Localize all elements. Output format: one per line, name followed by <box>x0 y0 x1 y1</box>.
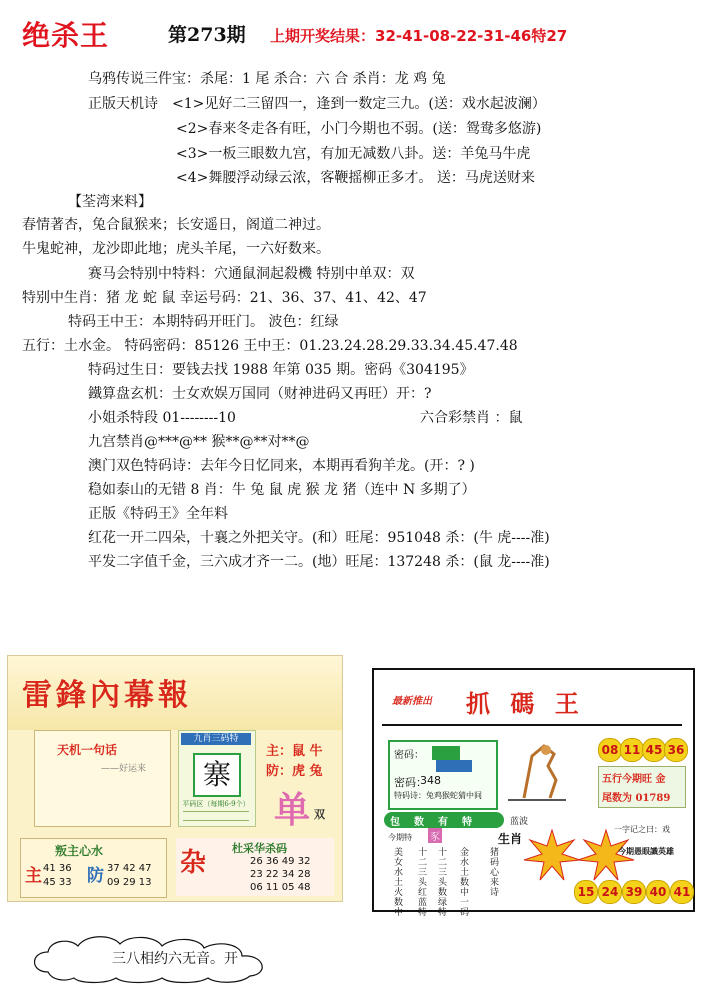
horse-icon <box>504 736 570 808</box>
dan-small: 双 <box>314 808 325 821</box>
tianji-title: 天机一句话 <box>57 743 118 757</box>
zhu-num-row-2: 45 33 <box>43 877 72 888</box>
pill-1: 包 <box>390 817 400 828</box>
line-tianjishi-4: <4>舞腰浮动绿云浓，客鞭摇柳正多才。 送：马虎送财来 <box>176 170 535 186</box>
sheng-vert: 猪码心来诗 <box>490 848 500 898</box>
line-tianjishi-2: <2>春来冬走各有旺，小门今期也不弱。(送：鸳鸯多悠游) <box>176 121 542 137</box>
bottom-ball-5: 41 <box>670 880 694 904</box>
line-temawang: 特码王中王：本期特码开旺门。 波色：红绿 <box>68 314 339 330</box>
jiuxiao-title: 九肖三码特 <box>181 733 251 745</box>
line-shengxiao: 特别中生肖：猪 龙 蛇 鼠 幸运号码：21、36、37、41、42、47 <box>22 290 427 306</box>
bottom-ball-4: 40 <box>646 880 670 904</box>
line-saimahui: 赛马会特别中特料：穴通鼠洞起殺機 特别中单双：双 <box>88 266 415 282</box>
wuxing-text: 五行今期旺 金 <box>602 774 666 785</box>
leifeng-panel <box>7 655 343 902</box>
burst-left <box>524 830 580 880</box>
line-zhengban: 正版《特码王》全年料 <box>88 506 228 522</box>
duca-title: 杜采华杀码 <box>232 842 287 855</box>
fang-num-row-1: 37 42 47 <box>107 863 152 874</box>
line-quanwan-heading: 【荃湾来料】 <box>68 194 152 210</box>
pill-extra: 蓝波 <box>510 817 529 827</box>
kill-row-2: 23 22 34 28 <box>250 869 311 880</box>
bottom-ball-1: 15 <box>574 880 598 904</box>
zhuamawang-panel <box>372 668 695 918</box>
red-char: 杂 <box>180 848 207 878</box>
line-shengri: 特码过生日：要钱去找 1988 年第 035 期。密码《304195》 <box>88 362 474 378</box>
starburst-icon <box>524 830 580 880</box>
sheng-label: 生肖 <box>498 832 523 846</box>
zhu-label: 主 <box>25 866 42 886</box>
bottom-ball-2: 24 <box>598 880 622 904</box>
jiuxiao-box <box>178 730 256 827</box>
fang-line: 防：虎 兔 <box>266 764 323 779</box>
pill-bar <box>384 812 504 828</box>
zmw-rule <box>382 724 682 726</box>
kill-row-1: 26 36 49 32 <box>250 856 311 867</box>
col-4: 金水土数中一码 <box>460 848 470 918</box>
wuxing-box <box>598 766 686 808</box>
line-tiesuanpan: 鐵算盘玄机：士女欢娱万国同（财神进码又再旺）开：? <box>88 386 432 402</box>
line-aomen: 澳门双色特码诗：去年今日忆同来，本期再看狗羊龙。(开：? ) <box>88 458 475 474</box>
brand-title: 绝杀王 <box>22 19 110 52</box>
line-tianjishi-3: <3>一板三眼数九宫，有加无减数八卦。送：羊兔马牛虎 <box>176 146 531 162</box>
issue-number: 第273期 <box>168 24 246 46</box>
line-chunqing: 春情著杏，兔合鼠猴来；长安遥日，阁道二神过。 <box>22 217 330 233</box>
col-1: 美女水土火数中 <box>394 848 404 918</box>
miyao-label: 密码： <box>394 750 424 761</box>
line-wuxing: 五行：土水金。 特码密码：85126 王中王：01.23.24.28.29.33.34.45.47.48 <box>22 338 518 354</box>
tianji-box <box>34 730 171 827</box>
fang-num-row-2: 09 29 13 <box>107 877 152 888</box>
fang-label: 防 <box>87 866 104 886</box>
pingma-range: 平码区（每期6-9个） <box>182 800 250 808</box>
line-jiugong: 九宫禁肖@***@** 猴**@**对**@ <box>88 434 310 450</box>
top-ball-3: 45 <box>642 738 666 762</box>
leifeng-title: 雷鋒內幕報 <box>22 678 192 713</box>
panzhu-box <box>20 838 167 898</box>
yizi-text: 一字记之曰：戏 <box>614 825 670 834</box>
pill-2: 数 <box>414 817 424 828</box>
zhu-line: 主：鼠 牛 <box>266 744 323 759</box>
zmw-illustration <box>504 736 570 808</box>
cloud-text: 三八相约六无音。开 <box>112 951 238 967</box>
duca-box <box>176 838 334 896</box>
jinqi-label: 今期特 <box>388 833 412 842</box>
code-num: 348 <box>420 774 441 787</box>
line-pingfa: 平发二字值千金，三六成才齐一二。(地）旺尾：137248 杀：(鼠 龙----准) <box>88 554 550 570</box>
zmw-code-box <box>388 740 498 810</box>
line-niugui: 牛鬼蛇神，龙沙即此地；虎头羊尾，一六好数来。 <box>22 241 330 257</box>
cloud-bubble <box>28 934 274 984</box>
big-char: 寨 <box>193 753 241 797</box>
last-result: 上期开奖结果：32-41-08-22-31-46特27 <box>270 27 568 45</box>
code-num-prefix: 密码： <box>394 776 427 789</box>
dan-char: 单 <box>274 789 311 831</box>
code-logo-green <box>432 746 460 760</box>
bottom-ball-3: 39 <box>622 880 646 904</box>
line-jinxiao: 六合彩禁肖 ：鼠 <box>420 410 523 426</box>
kill-row-3: 06 11 05 48 <box>250 882 311 893</box>
pill-3: 有 <box>438 817 448 828</box>
top-ball-4: 36 <box>664 738 688 762</box>
zmw-title: 抓 碼 王 <box>466 689 585 718</box>
pingma-grid <box>183 811 249 821</box>
zhu-num-row-1: 41 36 <box>43 863 72 874</box>
code-logo-blue <box>436 760 472 772</box>
line-wencuo: 稳如泰山的无错 8 肖：牛 兔 鼠 虎 猴 龙 猪（连中 N 多期了） <box>88 482 476 498</box>
line-xiaojie: 小姐杀特段 01--------10 <box>88 410 236 426</box>
pill-4: 特 <box>462 817 472 828</box>
top-ball-1: 08 <box>598 738 622 762</box>
line-tianjishi-1: 正版天机诗 <1>见好二三留四一，逢到一数定三九。(送：戏水起波澜） <box>88 96 546 112</box>
code-verse: 特码诗：兔鸡猴蛇猜中间 <box>394 791 482 800</box>
panzhu-title: 叛主心水 <box>55 844 104 858</box>
top-ball-2: 11 <box>620 738 644 762</box>
jinqi-char: 豕 <box>428 828 442 843</box>
col-2: 十二三头红蓝特 <box>418 848 428 918</box>
weishu-text: 尾数为 01789 <box>602 793 671 804</box>
tianji-sub: ——好运来 <box>101 764 147 774</box>
line-sanjianbao: 乌鸦传说三件宝：杀尾：1 尾 杀合：六 合 杀肖：龙 鸡 兔 <box>88 71 446 87</box>
col-3: 十二三头数绿特 <box>438 848 448 918</box>
line-honghua: 红花一开二四朵，十襄之外把关守。(和）旺尾：951048 杀：(牛 虎----准) <box>88 530 550 546</box>
zmw-tag: 最新推出 <box>392 696 432 707</box>
jinqi-note: 今期愚眼識英雄 <box>618 846 674 856</box>
